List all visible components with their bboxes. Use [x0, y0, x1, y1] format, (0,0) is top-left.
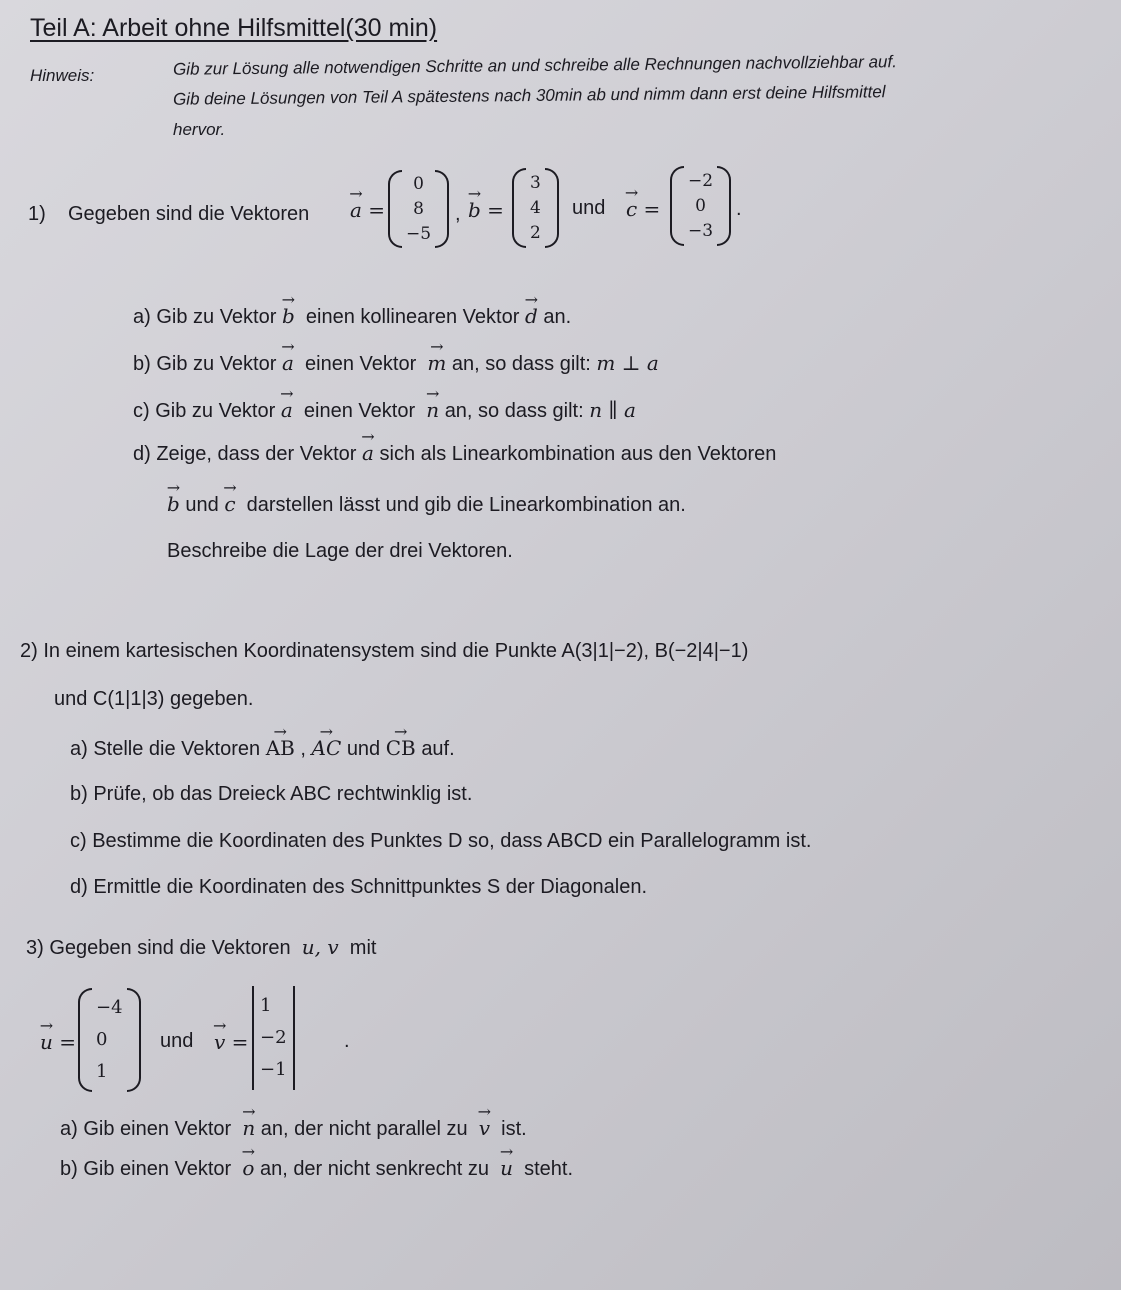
hint-line-2: Gib deine Lösungen von Teil A spätestens nach 30min ab und nimm dann erst deine Hilfsmittel	[172, 82, 886, 109]
vector-v-matrix	[252, 986, 295, 1090]
vector-c-label: → c =	[626, 197, 660, 221]
hint-line-1: Gib zur Lösung alle notwendigen Schritte an und schreibe alle Rechnungen nachvollziehbar auf.	[172, 52, 897, 79]
period-2: .	[344, 1030, 350, 1052]
vector-b-z: 2	[530, 222, 541, 243]
task3-a: a) Gib einen Vektor → n an, der nicht parallel zu → v ist.	[60, 1116, 527, 1141]
task1-number: 1)	[28, 203, 46, 225]
vector-b-label: → b =	[468, 198, 504, 222]
task1-b: b) Gib zu Vektor → a einen Vektor → m an, so dass gilt: m ⊥ a	[133, 351, 659, 376]
vector-a-label: → a =	[350, 198, 385, 222]
task3-b: b) Gib einen Vektor → o an, der nicht senkrecht zu → u steht.	[60, 1156, 573, 1181]
vector-b-x: 3	[530, 172, 541, 193]
vector-u-y: 0	[96, 1029, 108, 1050]
vector-v-z: −1	[260, 1059, 287, 1080]
vector-a-matrix	[388, 170, 449, 248]
task1-d-line2: → b und → c darstellen lässt und gib die Linearkombination an.	[167, 492, 686, 517]
task1-d-line3: Beschreibe die Lage der drei Vektoren.	[167, 540, 513, 562]
vector-a-z: −5	[406, 223, 432, 244]
vector-a-y: 8	[413, 198, 424, 219]
vector-v-y: −2	[260, 1027, 287, 1048]
vector-v-x: 1	[260, 995, 272, 1016]
vector-u-label: → u =	[40, 1030, 76, 1054]
vector-c-matrix	[670, 166, 731, 246]
hint-label: Hinweis:	[30, 66, 95, 85]
vector-u-z: 1	[96, 1061, 108, 1082]
vector-c-z: −3	[688, 220, 714, 241]
task2-b: b) Prüfe, ob das Dreieck ABC rechtwinklig ist.	[70, 783, 473, 805]
task2-c: c) Bestimme die Koordinaten des Punktes D so, dass ABCD ein Parallelogramm ist.	[70, 830, 812, 852]
vector-u-matrix	[78, 988, 141, 1092]
vector-v-label: → v =	[214, 1030, 248, 1054]
hint-line-3: hervor.	[173, 120, 226, 139]
vector-c-y: 0	[695, 195, 706, 216]
comma: ,	[455, 203, 461, 225]
vector-u-x: −4	[96, 997, 123, 1018]
task2-d: d) Ermittle die Koordinaten des Schnittpunktes S der Diagonalen.	[70, 876, 648, 898]
task1-intro: Gegeben sind die Vektoren	[68, 203, 310, 225]
task2-line2: und C(1|1|3) gegeben.	[54, 688, 254, 710]
page-title: Teil A: Arbeit ohne Hilfsmittel(30 min)	[30, 14, 438, 42]
task1-a: a) Gib zu Vektor → b einen kollinearen Vektor → d an.	[133, 304, 571, 329]
and-word-2: und	[160, 1030, 194, 1052]
task2-a: a) Stelle die Vektoren → AB , → AC und → CB auf.	[70, 736, 455, 761]
vector-b-y: 4	[530, 197, 541, 218]
vector-a-x: 0	[413, 173, 424, 194]
period: .	[736, 198, 742, 220]
vector-c-x: −2	[688, 170, 714, 191]
and-word: und	[572, 197, 606, 219]
task3-intro: 3) Gegeben sind die Vektoren u, v mit	[26, 935, 377, 959]
task1-d-line1: d) Zeige, dass der Vektor → a sich als Linearkombination aus den Vektoren	[133, 441, 776, 466]
task1-c: c) Gib zu Vektor → a einen Vektor → n an, so dass gilt: n ∥ a	[133, 398, 636, 423]
task2-line1: 2) In einem kartesischen Koordinatensystem sind die Punkte A(3|1|−2), B(−2|4|−1)	[20, 640, 749, 662]
vector-b-matrix	[512, 168, 559, 248]
